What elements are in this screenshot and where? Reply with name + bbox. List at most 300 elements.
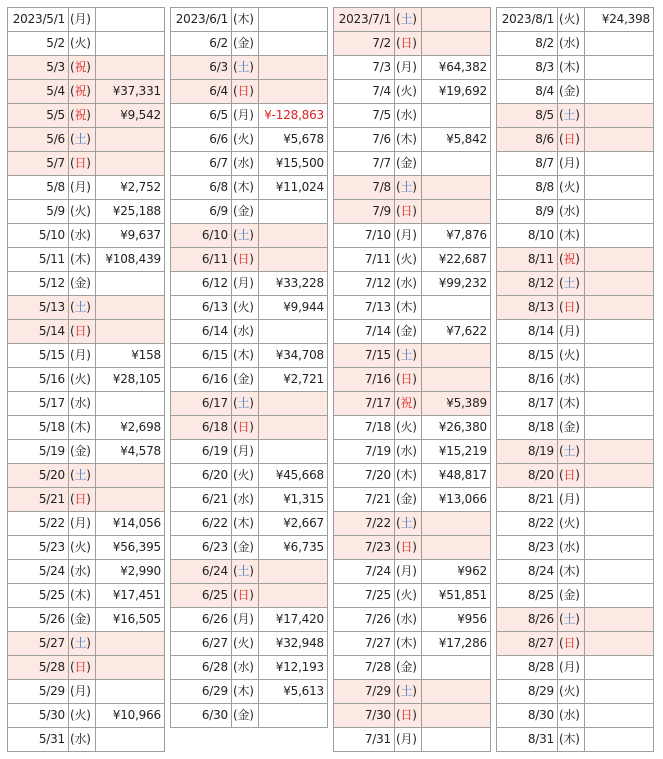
date-cell[interactable]: 6/25	[171, 584, 232, 608]
weekday-cell[interactable]	[395, 104, 422, 128]
amount-cell[interactable]	[585, 80, 654, 104]
amount-cell[interactable]	[96, 728, 165, 752]
amount-cell[interactable]	[259, 560, 328, 584]
amount-cell[interactable]: ¥10,966	[96, 704, 165, 728]
date-cell[interactable]: 8/28	[497, 656, 558, 680]
weekday-cell[interactable]	[69, 608, 96, 632]
weekday-cell[interactable]	[558, 464, 585, 488]
amount-cell[interactable]: ¥15,219	[422, 440, 491, 464]
amount-cell[interactable]: ¥956	[422, 608, 491, 632]
amount-cell[interactable]: ¥11,024	[259, 176, 328, 200]
weekday-cell[interactable]	[558, 272, 585, 296]
amount-cell[interactable]: ¥962	[422, 560, 491, 584]
weekday-cell[interactable]	[232, 224, 259, 248]
amount-cell[interactable]: ¥9,542	[96, 104, 165, 128]
date-cell[interactable]: 6/6	[171, 128, 232, 152]
amount-cell[interactable]: ¥56,395	[96, 536, 165, 560]
amount-cell[interactable]	[422, 680, 491, 704]
weekday-cell[interactable]	[232, 416, 259, 440]
date-cell[interactable]: 7/21	[334, 488, 395, 512]
date-cell[interactable]: 6/21	[171, 488, 232, 512]
date-cell[interactable]: 7/10	[334, 224, 395, 248]
date-cell[interactable]: 5/25	[8, 584, 69, 608]
weekday-cell[interactable]	[395, 344, 422, 368]
date-cell[interactable]: 5/3	[8, 56, 69, 80]
weekday-cell[interactable]	[69, 8, 96, 32]
date-cell[interactable]: 6/3	[171, 56, 232, 80]
weekday-cell[interactable]	[232, 536, 259, 560]
amount-cell[interactable]: ¥16,505	[96, 608, 165, 632]
weekday-cell[interactable]	[69, 680, 96, 704]
weekday-cell[interactable]	[69, 224, 96, 248]
amount-cell[interactable]	[585, 680, 654, 704]
weekday-cell[interactable]	[558, 728, 585, 752]
weekday-cell[interactable]	[69, 704, 96, 728]
amount-cell[interactable]: ¥5,678	[259, 128, 328, 152]
weekday-cell[interactable]	[232, 296, 259, 320]
amount-cell[interactable]	[422, 152, 491, 176]
weekday-cell[interactable]	[558, 128, 585, 152]
amount-cell[interactable]	[96, 320, 165, 344]
amount-cell[interactable]: ¥2,667	[259, 512, 328, 536]
weekday-cell[interactable]	[395, 728, 422, 752]
amount-cell[interactable]: ¥-128,863	[259, 104, 328, 128]
amount-cell[interactable]: ¥7,876	[422, 224, 491, 248]
date-cell[interactable]: 8/30	[497, 704, 558, 728]
amount-cell[interactable]: ¥17,420	[259, 608, 328, 632]
amount-cell[interactable]	[259, 8, 328, 32]
date-cell[interactable]: 6/22	[171, 512, 232, 536]
weekday-cell[interactable]	[558, 80, 585, 104]
amount-cell[interactable]: ¥19,692	[422, 80, 491, 104]
amount-cell[interactable]	[585, 632, 654, 656]
date-cell[interactable]: 5/28	[8, 656, 69, 680]
amount-cell[interactable]	[585, 176, 654, 200]
date-cell[interactable]: 5/23	[8, 536, 69, 560]
amount-cell[interactable]	[96, 296, 165, 320]
date-cell[interactable]: 7/16	[334, 368, 395, 392]
date-cell[interactable]: 8/22	[497, 512, 558, 536]
date-cell[interactable]: 7/2	[334, 32, 395, 56]
amount-cell[interactable]	[585, 200, 654, 224]
amount-cell[interactable]	[259, 704, 328, 728]
date-cell[interactable]: 5/27	[8, 632, 69, 656]
date-cell[interactable]: 8/14	[497, 320, 558, 344]
weekday-cell[interactable]	[232, 128, 259, 152]
date-cell[interactable]: 7/30	[334, 704, 395, 728]
amount-cell[interactable]: ¥4,578	[96, 440, 165, 464]
date-cell[interactable]: 8/15	[497, 344, 558, 368]
date-cell[interactable]: 8/17	[497, 392, 558, 416]
weekday-cell[interactable]	[395, 272, 422, 296]
weekday-cell[interactable]	[232, 464, 259, 488]
weekday-cell[interactable]	[558, 296, 585, 320]
date-cell[interactable]: 7/27	[334, 632, 395, 656]
amount-cell[interactable]: ¥6,735	[259, 536, 328, 560]
weekday-cell[interactable]	[232, 32, 259, 56]
date-cell[interactable]: 7/31	[334, 728, 395, 752]
date-cell[interactable]: 8/11	[497, 248, 558, 272]
date-cell[interactable]: 5/6	[8, 128, 69, 152]
date-cell[interactable]: 7/5	[334, 104, 395, 128]
date-cell[interactable]: 8/9	[497, 200, 558, 224]
amount-cell[interactable]	[585, 608, 654, 632]
date-cell[interactable]: 7/4	[334, 80, 395, 104]
amount-cell[interactable]: ¥5,613	[259, 680, 328, 704]
date-cell[interactable]: 6/13	[171, 296, 232, 320]
date-cell[interactable]: 8/12	[497, 272, 558, 296]
amount-cell[interactable]: ¥37,331	[96, 80, 165, 104]
weekday-cell[interactable]	[395, 632, 422, 656]
amount-cell[interactable]	[422, 176, 491, 200]
date-cell[interactable]: 8/3	[497, 56, 558, 80]
amount-cell[interactable]: ¥13,066	[422, 488, 491, 512]
amount-cell[interactable]	[96, 392, 165, 416]
date-cell[interactable]: 6/9	[171, 200, 232, 224]
amount-cell[interactable]: ¥34,708	[259, 344, 328, 368]
weekday-cell[interactable]	[232, 440, 259, 464]
date-cell[interactable]: 8/18	[497, 416, 558, 440]
date-cell[interactable]: 6/28	[171, 656, 232, 680]
date-cell[interactable]: 6/7	[171, 152, 232, 176]
weekday-cell[interactable]	[69, 344, 96, 368]
amount-cell[interactable]: ¥99,232	[422, 272, 491, 296]
weekday-cell[interactable]	[69, 152, 96, 176]
weekday-cell[interactable]	[69, 128, 96, 152]
amount-cell[interactable]	[585, 656, 654, 680]
date-cell[interactable]: 7/28	[334, 656, 395, 680]
amount-cell[interactable]: ¥12,193	[259, 656, 328, 680]
date-cell[interactable]: 2023/6/1	[171, 8, 232, 32]
date-cell[interactable]: 5/12	[8, 272, 69, 296]
weekday-cell[interactable]	[69, 392, 96, 416]
amount-cell[interactable]: ¥5,842	[422, 128, 491, 152]
date-cell[interactable]: 8/29	[497, 680, 558, 704]
weekday-cell[interactable]	[395, 56, 422, 80]
weekday-cell[interactable]	[558, 8, 585, 32]
amount-cell[interactable]: ¥14,056	[96, 512, 165, 536]
weekday-cell[interactable]	[69, 512, 96, 536]
weekday-cell[interactable]	[69, 560, 96, 584]
amount-cell[interactable]: ¥28,105	[96, 368, 165, 392]
date-cell[interactable]: 7/24	[334, 560, 395, 584]
amount-cell[interactable]	[422, 368, 491, 392]
date-cell[interactable]: 5/11	[8, 248, 69, 272]
date-cell[interactable]: 5/31	[8, 728, 69, 752]
amount-cell[interactable]	[585, 464, 654, 488]
date-cell[interactable]: 2023/5/1	[8, 8, 69, 32]
amount-cell[interactable]	[422, 200, 491, 224]
weekday-cell[interactable]	[69, 440, 96, 464]
amount-cell[interactable]	[422, 512, 491, 536]
weekday-cell[interactable]	[232, 200, 259, 224]
date-cell[interactable]: 7/18	[334, 416, 395, 440]
date-cell[interactable]: 6/11	[171, 248, 232, 272]
weekday-cell[interactable]	[69, 536, 96, 560]
weekday-cell[interactable]	[558, 632, 585, 656]
date-cell[interactable]: 5/4	[8, 80, 69, 104]
weekday-cell[interactable]	[69, 320, 96, 344]
amount-cell[interactable]	[96, 56, 165, 80]
date-cell[interactable]: 5/20	[8, 464, 69, 488]
amount-cell[interactable]	[585, 56, 654, 80]
weekday-cell[interactable]	[69, 656, 96, 680]
weekday-cell[interactable]	[232, 632, 259, 656]
amount-cell[interactable]: ¥7,622	[422, 320, 491, 344]
amount-cell[interactable]: ¥1,315	[259, 488, 328, 512]
amount-cell[interactable]	[585, 296, 654, 320]
weekday-cell[interactable]	[558, 368, 585, 392]
amount-cell[interactable]	[259, 56, 328, 80]
weekday-cell[interactable]	[558, 32, 585, 56]
amount-cell[interactable]	[585, 440, 654, 464]
amount-cell[interactable]: ¥2,990	[96, 560, 165, 584]
weekday-cell[interactable]	[395, 200, 422, 224]
amount-cell[interactable]	[585, 704, 654, 728]
weekday-cell[interactable]	[395, 320, 422, 344]
date-cell[interactable]: 7/25	[334, 584, 395, 608]
amount-cell[interactable]	[585, 248, 654, 272]
weekday-cell[interactable]	[395, 296, 422, 320]
weekday-cell[interactable]	[232, 512, 259, 536]
weekday-cell[interactable]	[69, 56, 96, 80]
date-cell[interactable]: 6/16	[171, 368, 232, 392]
date-cell[interactable]: 6/23	[171, 536, 232, 560]
weekday-cell[interactable]	[395, 416, 422, 440]
date-cell[interactable]: 6/4	[171, 80, 232, 104]
weekday-cell[interactable]	[232, 56, 259, 80]
amount-cell[interactable]: ¥108,439	[96, 248, 165, 272]
amount-cell[interactable]: ¥15,500	[259, 152, 328, 176]
weekday-cell[interactable]	[395, 584, 422, 608]
date-cell[interactable]: 8/23	[497, 536, 558, 560]
weekday-cell[interactable]	[232, 248, 259, 272]
amount-cell[interactable]	[585, 104, 654, 128]
amount-cell[interactable]	[585, 272, 654, 296]
weekday-cell[interactable]	[69, 248, 96, 272]
weekday-cell[interactable]	[558, 608, 585, 632]
date-cell[interactable]: 5/24	[8, 560, 69, 584]
weekday-cell[interactable]	[232, 560, 259, 584]
date-cell[interactable]: 6/19	[171, 440, 232, 464]
date-cell[interactable]: 5/14	[8, 320, 69, 344]
weekday-cell[interactable]	[232, 152, 259, 176]
amount-cell[interactable]: ¥9,944	[259, 296, 328, 320]
amount-cell[interactable]	[96, 8, 165, 32]
weekday-cell[interactable]	[558, 200, 585, 224]
date-cell[interactable]: 5/15	[8, 344, 69, 368]
amount-cell[interactable]	[422, 8, 491, 32]
weekday-cell[interactable]	[395, 440, 422, 464]
weekday-cell[interactable]	[395, 536, 422, 560]
weekday-cell[interactable]	[558, 512, 585, 536]
weekday-cell[interactable]	[232, 80, 259, 104]
weekday-cell[interactable]	[69, 584, 96, 608]
date-cell[interactable]: 8/8	[497, 176, 558, 200]
date-cell[interactable]: 8/2	[497, 32, 558, 56]
date-cell[interactable]: 8/4	[497, 80, 558, 104]
amount-cell[interactable]	[96, 32, 165, 56]
weekday-cell[interactable]	[69, 32, 96, 56]
date-cell[interactable]: 2023/8/1	[497, 8, 558, 32]
weekday-cell[interactable]	[69, 632, 96, 656]
amount-cell[interactable]: ¥17,451	[96, 584, 165, 608]
weekday-cell[interactable]	[558, 176, 585, 200]
date-cell[interactable]: 8/21	[497, 488, 558, 512]
date-cell[interactable]: 7/22	[334, 512, 395, 536]
amount-cell[interactable]: ¥33,228	[259, 272, 328, 296]
amount-cell[interactable]	[585, 488, 654, 512]
weekday-cell[interactable]	[232, 176, 259, 200]
amount-cell[interactable]: ¥9,637	[96, 224, 165, 248]
amount-cell[interactable]	[585, 728, 654, 752]
weekday-cell[interactable]	[395, 152, 422, 176]
date-cell[interactable]: 6/12	[171, 272, 232, 296]
amount-cell[interactable]: ¥2,752	[96, 176, 165, 200]
weekday-cell[interactable]	[232, 584, 259, 608]
date-cell[interactable]: 7/12	[334, 272, 395, 296]
weekday-cell[interactable]	[558, 392, 585, 416]
amount-cell[interactable]: ¥22,687	[422, 248, 491, 272]
date-cell[interactable]: 6/8	[171, 176, 232, 200]
date-cell[interactable]: 5/22	[8, 512, 69, 536]
amount-cell[interactable]: ¥158	[96, 344, 165, 368]
weekday-cell[interactable]	[69, 416, 96, 440]
date-cell[interactable]: 8/7	[497, 152, 558, 176]
weekday-cell[interactable]	[558, 584, 585, 608]
weekday-cell[interactable]	[558, 104, 585, 128]
amount-cell[interactable]	[96, 656, 165, 680]
amount-cell[interactable]	[259, 392, 328, 416]
amount-cell[interactable]	[585, 224, 654, 248]
weekday-cell[interactable]	[69, 368, 96, 392]
date-cell[interactable]: 8/5	[497, 104, 558, 128]
amount-cell[interactable]: ¥24,398	[585, 8, 654, 32]
weekday-cell[interactable]	[558, 344, 585, 368]
amount-cell[interactable]	[259, 32, 328, 56]
weekday-cell[interactable]	[232, 272, 259, 296]
date-cell[interactable]: 6/29	[171, 680, 232, 704]
date-cell[interactable]: 6/15	[171, 344, 232, 368]
weekday-cell[interactable]	[395, 656, 422, 680]
date-cell[interactable]: 7/26	[334, 608, 395, 632]
date-cell[interactable]: 2023/7/1	[334, 8, 395, 32]
amount-cell[interactable]: ¥17,286	[422, 632, 491, 656]
weekday-cell[interactable]	[232, 656, 259, 680]
amount-cell[interactable]	[585, 392, 654, 416]
date-cell[interactable]: 5/18	[8, 416, 69, 440]
date-cell[interactable]: 6/5	[171, 104, 232, 128]
amount-cell[interactable]	[259, 224, 328, 248]
date-cell[interactable]: 5/9	[8, 200, 69, 224]
date-cell[interactable]: 6/2	[171, 32, 232, 56]
amount-cell[interactable]	[422, 104, 491, 128]
date-cell[interactable]: 5/29	[8, 680, 69, 704]
weekday-cell[interactable]	[395, 512, 422, 536]
amount-cell[interactable]	[96, 680, 165, 704]
amount-cell[interactable]: ¥45,668	[259, 464, 328, 488]
weekday-cell[interactable]	[395, 608, 422, 632]
amount-cell[interactable]	[585, 32, 654, 56]
weekday-cell[interactable]	[232, 8, 259, 32]
weekday-cell[interactable]	[395, 128, 422, 152]
date-cell[interactable]: 6/24	[171, 560, 232, 584]
weekday-cell[interactable]	[69, 272, 96, 296]
date-cell[interactable]: 7/17	[334, 392, 395, 416]
weekday-cell[interactable]	[395, 704, 422, 728]
weekday-cell[interactable]	[232, 488, 259, 512]
date-cell[interactable]: 7/29	[334, 680, 395, 704]
date-cell[interactable]: 6/20	[171, 464, 232, 488]
weekday-cell[interactable]	[558, 56, 585, 80]
amount-cell[interactable]: ¥51,851	[422, 584, 491, 608]
amount-cell[interactable]	[585, 512, 654, 536]
amount-cell[interactable]	[585, 560, 654, 584]
weekday-cell[interactable]	[232, 704, 259, 728]
date-cell[interactable]: 8/26	[497, 608, 558, 632]
date-cell[interactable]: 5/10	[8, 224, 69, 248]
amount-cell[interactable]	[422, 728, 491, 752]
amount-cell[interactable]	[259, 584, 328, 608]
date-cell[interactable]: 8/6	[497, 128, 558, 152]
amount-cell[interactable]	[422, 32, 491, 56]
weekday-cell[interactable]	[558, 416, 585, 440]
weekday-cell[interactable]	[395, 368, 422, 392]
amount-cell[interactable]	[96, 152, 165, 176]
amount-cell[interactable]	[259, 248, 328, 272]
date-cell[interactable]: 5/19	[8, 440, 69, 464]
amount-cell[interactable]: ¥2,721	[259, 368, 328, 392]
weekday-cell[interactable]	[395, 488, 422, 512]
weekday-cell[interactable]	[558, 536, 585, 560]
weekday-cell[interactable]	[558, 656, 585, 680]
date-cell[interactable]: 7/19	[334, 440, 395, 464]
date-cell[interactable]: 7/3	[334, 56, 395, 80]
weekday-cell[interactable]	[69, 176, 96, 200]
date-cell[interactable]: 8/16	[497, 368, 558, 392]
weekday-cell[interactable]	[69, 104, 96, 128]
amount-cell[interactable]	[585, 368, 654, 392]
date-cell[interactable]: 5/5	[8, 104, 69, 128]
date-cell[interactable]: 7/14	[334, 320, 395, 344]
amount-cell[interactable]: ¥25,188	[96, 200, 165, 224]
date-cell[interactable]: 6/10	[171, 224, 232, 248]
weekday-cell[interactable]	[558, 680, 585, 704]
amount-cell[interactable]: ¥64,382	[422, 56, 491, 80]
weekday-cell[interactable]	[232, 104, 259, 128]
date-cell[interactable]: 6/17	[171, 392, 232, 416]
amount-cell[interactable]	[259, 416, 328, 440]
date-cell[interactable]: 7/8	[334, 176, 395, 200]
amount-cell[interactable]	[585, 320, 654, 344]
amount-cell[interactable]	[585, 152, 654, 176]
date-cell[interactable]: 6/14	[171, 320, 232, 344]
weekday-cell[interactable]	[395, 80, 422, 104]
amount-cell[interactable]: ¥5,389	[422, 392, 491, 416]
weekday-cell[interactable]	[558, 320, 585, 344]
weekday-cell[interactable]	[558, 152, 585, 176]
amount-cell[interactable]	[422, 296, 491, 320]
date-cell[interactable]: 5/8	[8, 176, 69, 200]
date-cell[interactable]: 8/31	[497, 728, 558, 752]
date-cell[interactable]: 5/7	[8, 152, 69, 176]
weekday-cell[interactable]	[558, 704, 585, 728]
weekday-cell[interactable]	[232, 344, 259, 368]
weekday-cell[interactable]	[69, 296, 96, 320]
weekday-cell[interactable]	[395, 560, 422, 584]
weekday-cell[interactable]	[395, 224, 422, 248]
date-cell[interactable]: 6/26	[171, 608, 232, 632]
